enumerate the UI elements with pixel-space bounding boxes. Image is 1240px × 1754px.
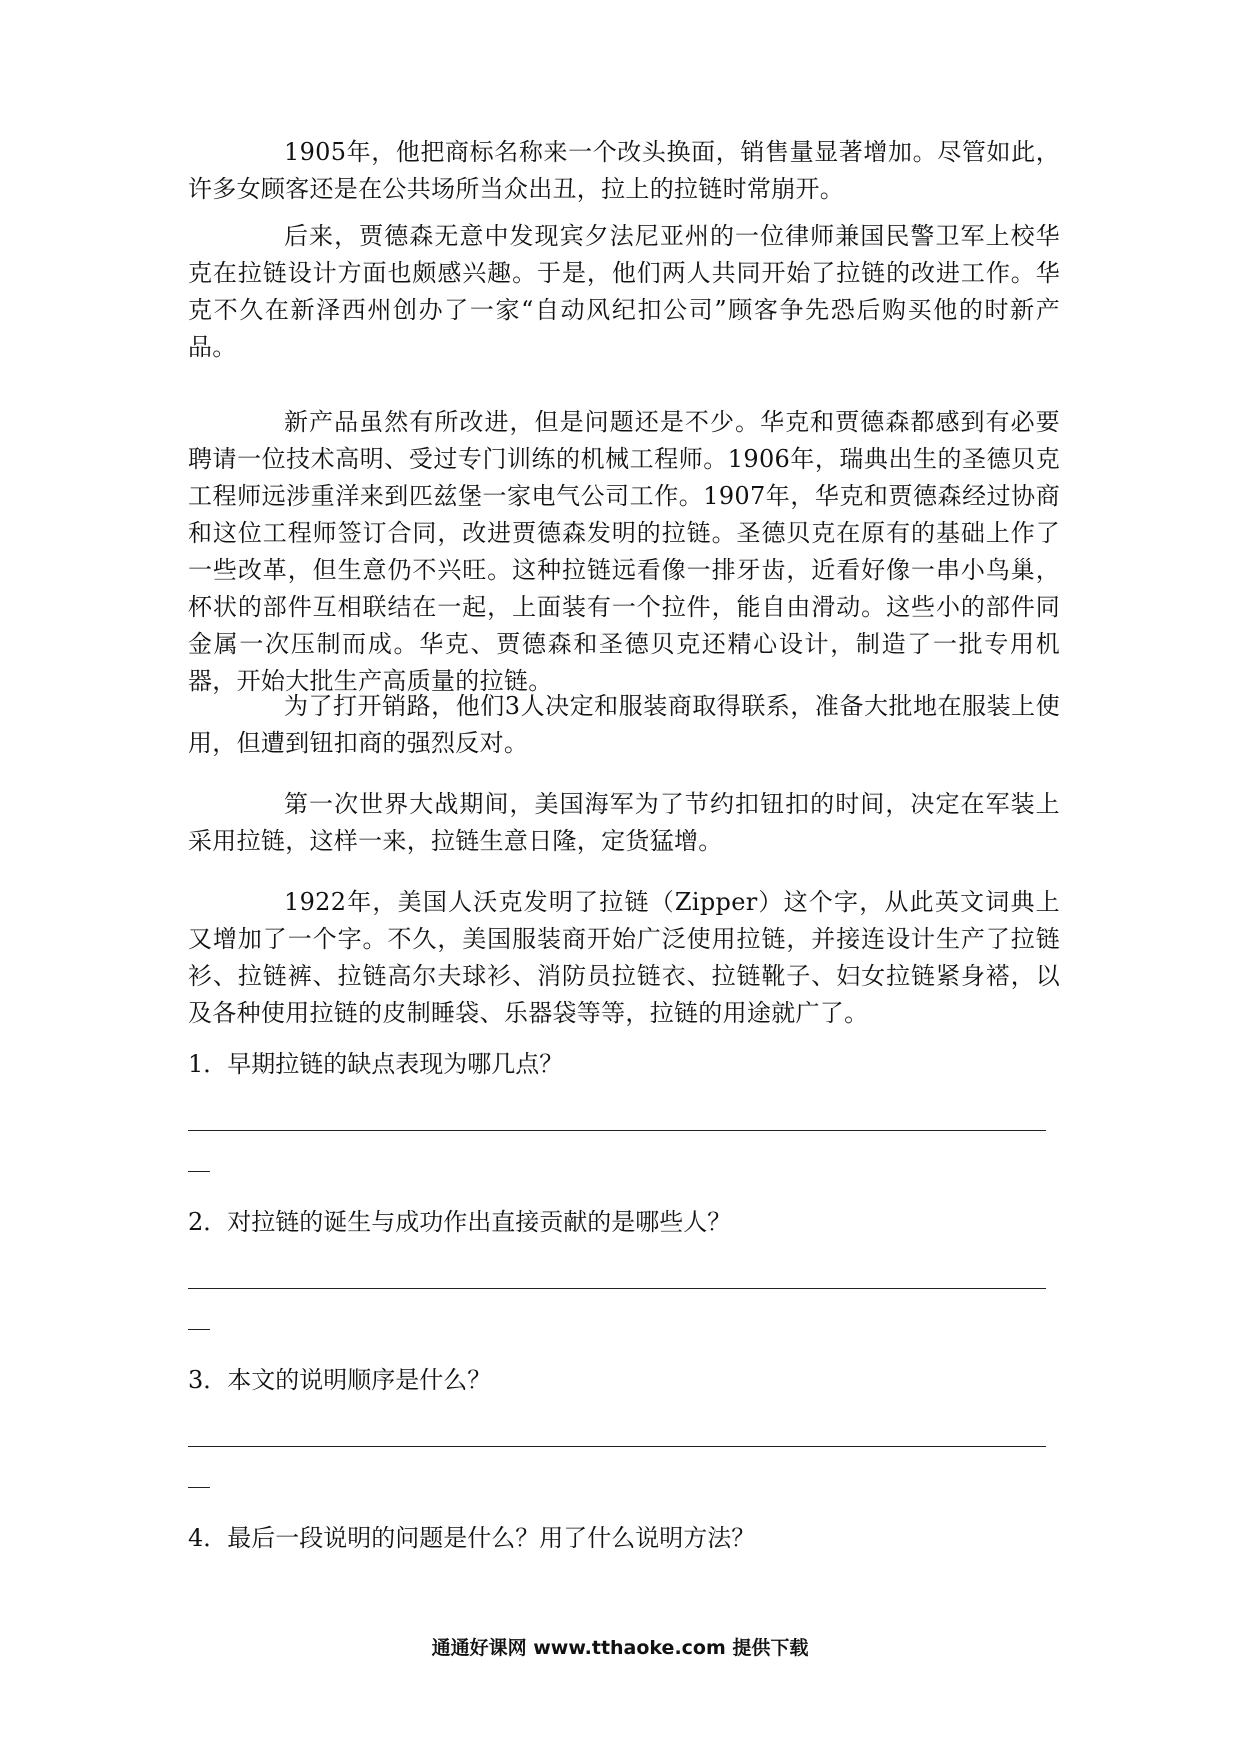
question-3: 3．本文的说明顺序是什么？ — [188, 1366, 492, 1394]
paragraph-4: 为了打开销路，他们3人决定和服装商取得联系，准备大批地在服装上使用，但遭到钮扣商的强烈反对。 — [188, 692, 1060, 757]
answer-line-2-continuation — [188, 1329, 210, 1330]
paragraph-1: 1905年，他把商标名称来一个改头换面，销售量显著增加。尽管如此，许多女顾客还是在公共场所当众出丑，拉上的拉链时常崩开。 — [188, 138, 1060, 203]
page-footer: 通通好课网 www.tthaoke.com 提供下载 — [431, 1637, 809, 1659]
paragraph-2: 后来，贾德森无意中发现宾夕法尼亚州的一位律师兼国民警卫军上校华克在拉链设计方面也颇感兴趣。于是，他们两人共同开始了拉链的改进工作。华克不久在新泽西州创办了一家“自动风纪扣公司”顾客争先恐后购买他的时新产品。 — [188, 222, 1060, 361]
paragraph-3: 新产品虽然有所改进，但是问题还是不少。华克和贾德森都感到有必要聘请一位技术高明、受过专门训练的机械工程师。1906年，瑞典出生的圣德贝克工程师远涉重洋来到匹兹堡一家电气公司工作。1907年，华克和贾德森经过协商和这位工程师签订合同，改进贾德森发明的拉链。圣德贝克在原有的基础上作了一些改革，但生意仍不兴旺。这种拉链远看像一排牙齿，近看好像一串小鸟巢，杯状的部件互相联结在一起，上面装有一个拉件，能自由滑动。这些小的部件同金属一次压制而成。华克、贾德森和圣德贝克还精心设计，制造了一批专用机器，开始大批生产高质量的拉链。 — [188, 408, 1060, 695]
answer-line-1-continuation — [188, 1171, 210, 1172]
answer-line-3-continuation — [188, 1487, 210, 1488]
paragraph-6: 1922年，美国人沃克发明了拉链（Zipper）这个字，从此英文词典上又增加了一个字。不久，美国服装商开始广泛使用拉链，并接连设计生产了拉链衫、拉链裤、拉链高尔夫球衫、消防员拉链衣、拉链靴子、妇女拉链紧身褡，以及各种使用拉链的皮制睡袋、乐器袋等等，拉链的用途就广了。 — [188, 888, 1060, 1027]
answer-line-2[interactable] — [188, 1288, 1046, 1289]
answer-line-3[interactable] — [188, 1446, 1046, 1447]
question-2: 2．对拉链的诞生与成功作出直接贡献的是哪些人？ — [188, 1208, 732, 1236]
answer-line-1[interactable] — [188, 1130, 1046, 1131]
question-4: 4．最后一段说明的问题是什么？用了什么说明方法？ — [188, 1524, 756, 1552]
paragraph-5: 第一次世界大战期间，美国海军为了节约扣钮扣的时间，决定在军装上采用拉链，这样一来，拉链生意日隆，定货猛增。 — [188, 790, 1060, 855]
question-1: 1．早期拉链的缺点表现为哪几点？ — [188, 1050, 564, 1078]
